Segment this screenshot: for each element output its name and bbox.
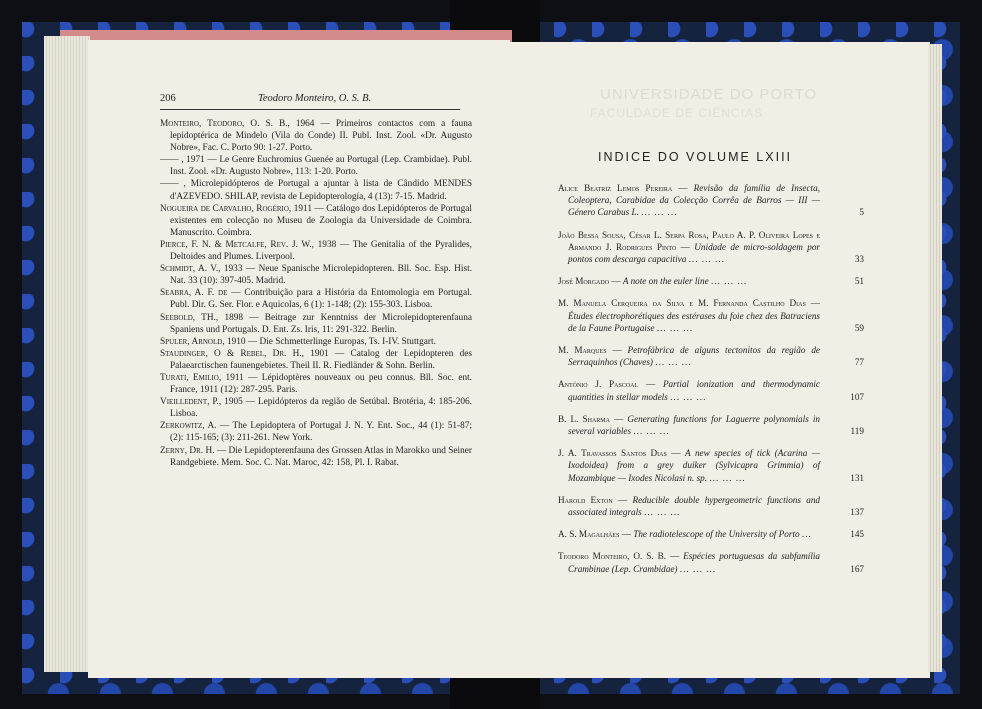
toc-entry: Teodoro Monteiro, O. S. B. — Espécies portuguesas da subfamília Crambinae (Lep. Crambidae) ... ... ... 167 <box>558 551 864 574</box>
left-page-stack <box>44 36 90 672</box>
running-head-title: Teodoro Monteiro, O. S. B. <box>258 93 372 104</box>
reference-item: Vieilledent, P., 1905 — Lepidópteros da região de Setúbal. Brotéria, 4: 185-206. Lisboa. <box>160 397 472 420</box>
table-of-contents <box>558 182 864 585</box>
toc-entry: M. Marques — Petrofábrica de alguns tectonitos da região de Serraquinhos (Chaves) ... ... ... 77 <box>558 345 864 368</box>
toc-entry: J. A. Travassos Santos Dias — A new species of tick (Acarina — Ixodoidea) from a grey duiker (Sylvicapra Grimmia) of Mozambique — Ixodes Nicolasi n. sp. ... ... ... 131 <box>558 448 864 483</box>
right-page-stack <box>928 44 942 672</box>
toc-entry: Alice Beatriz Lemos Pereira — Revisão da família de Insecta, Coleoptera, Carabidae da Colecção Corrêa de Barros — III — Género Carabus L. ... ... ... 5 <box>558 183 864 218</box>
reference-item: —— , Microlepidópteros de Portugal a ajuntar à lista de Cândido MENDES d'AZEVEDO. SHILAP, revista de Lepidopterología, 4 (13): 7-15. Madrid. <box>160 179 472 202</box>
toc-page-number: 119 <box>850 426 864 437</box>
reference-item: —— , 1971 — Le Genre Euchromius Guenée au Portugal (Lep. Crambidae). Publ. Inst. Zool. «Dr. Augusto Nobre», 113: 1-20. Porto. <box>160 155 472 178</box>
show-through-text: UNIVERSIDADE DO PORTO <box>600 86 818 103</box>
reference-item: Nogueira de Carvalho, Rogério, 1911 — Catálogo dos Lepidópteros de Portugal existentes em colecção no Museu de Zoologia da Universidade de Coimbra. Manuscrito. Coimbra. <box>160 203 472 238</box>
toc-page-number: 137 <box>850 507 864 518</box>
show-through-text: FACULDADE DE CIÊNCIAS <box>590 106 764 120</box>
reference-list <box>160 118 472 469</box>
toc-entry: João Bessa Sousa, César L. Serpa Rosa, Paulo A. P. Oliveira Lopes e Armando J. Rodrigues Pinto — Unidade de micro-soldagem por pontos com descarga capacitiva ... ... ... 33 <box>558 229 864 265</box>
reference-item: Schmidt, A. V., 1933 — Neue Spanische Microlepidopteren. Bll. Soc. Esp. Hist. Nat. 33 (10): 397-405. Madrid. <box>160 264 472 287</box>
toc-page-number: 33 <box>854 254 864 265</box>
reference-item: Zerny, Dr. H. — Die Lepidopterenfauna des Grossen Atlas in Marokko und Seiner Randgebiete. Mem. Soc. C. Nat. Maroc, 42: 158, Pl. I. Rabat. <box>160 445 473 468</box>
toc-page-number: 59 <box>854 322 864 333</box>
reference-item: Seebold, TH., 1898 — Beitrage zur Kenntniss der Microlepidopterenfauna Spaniens und Portugals. D. Ent. Zs. Iris, 11: 291-322. Berlin. <box>160 312 472 335</box>
reference-item: Seabra, A. F. de — Contribuição para a História da Entomologia em Portugal. Publ. Dir. G. Ser. Flor. e Aquicolas, 6 (1): 1-148; (2): 155-303. Lisboa. <box>160 288 472 311</box>
toc-page-number: 131 <box>850 472 864 483</box>
toc-page-number: 51 <box>854 276 864 287</box>
toc-page-number: 167 <box>850 563 864 574</box>
toc-entry: A. S. Magalhães — The radiotelescope of the University of Porto ... 145 <box>558 529 864 540</box>
reference-item: Spuler, Arnold, 1910 — Die Schmetterlinge Europas, Ts. I-IV. Stuttgart. <box>160 336 436 347</box>
reference-item: Turati, Emilio, 1911 — Lépidoptères nouveaux ou peu connus. Bll. Soc. ent. France, 1911 (12): 287-295. Paris. <box>160 372 472 396</box>
toc-entry: António J. Pascoal — Partial ionization and thermodynamic quantities in stellar models ... ... ... 107 <box>558 379 864 402</box>
toc-page-number: 77 <box>854 357 864 368</box>
reference-item: Zerkowitz, A. — The Lepidoptera of Portugal J. N. Y. Ent. Soc., 44 (1): 51-87; (2): 115-165; (3): 211-261. New York. <box>160 421 472 444</box>
running-head <box>160 93 460 110</box>
toc-entry: B. L. Sharma — Generating functions for Laguerre polynomials in several variables ... ... ... 119 <box>558 413 864 437</box>
index-title: INDICE DO VOLUME LXIII <box>597 150 793 164</box>
toc-entry: José Morgado — A note on the euler line ... ... ... 51 <box>558 276 864 287</box>
toc-entry: M. Manuela Cerqueira da Silva e M. Fernanda Castilho Dias — Études électrophorétiques des estérases du foie chez des Batraciens de la Faune Portugaise ... ... ... 59 <box>558 298 864 333</box>
toc-page-number: 5 <box>859 207 864 218</box>
toc-page-number: 107 <box>850 391 864 402</box>
toc-entry: Harold Exton — Reducible double hypergeometric functions and associated integrals ... ... ... 137 <box>558 494 864 518</box>
reference-item: Staudinger, O & Rebel, Dr. H., 1901 — Catalog der Lepidopteren des Palaearctischen faunengebietes. Theil II. R. Fiedländer & Sohn. Berlin. <box>160 348 472 371</box>
reference-item: Pierce, F. N. & Metcalfe, Rev. J. W., 1938 — The Genitalia of the Pyralides, Deltoides and Plumes. Liverpool. <box>160 239 472 263</box>
page-number: 206 <box>160 93 176 104</box>
reference-item: Monteiro, Teodoro, O. S. B., 1964 — Primeiros contactos com a fauna lepidoptérica de Mindelo (Vila do Conde) II. Publ. Inst. Zool. «Dr. Augusto Nobre», Fac. C. Porto 90: 1-27. Porto. <box>160 119 472 154</box>
toc-page-number: 145 <box>850 529 864 540</box>
